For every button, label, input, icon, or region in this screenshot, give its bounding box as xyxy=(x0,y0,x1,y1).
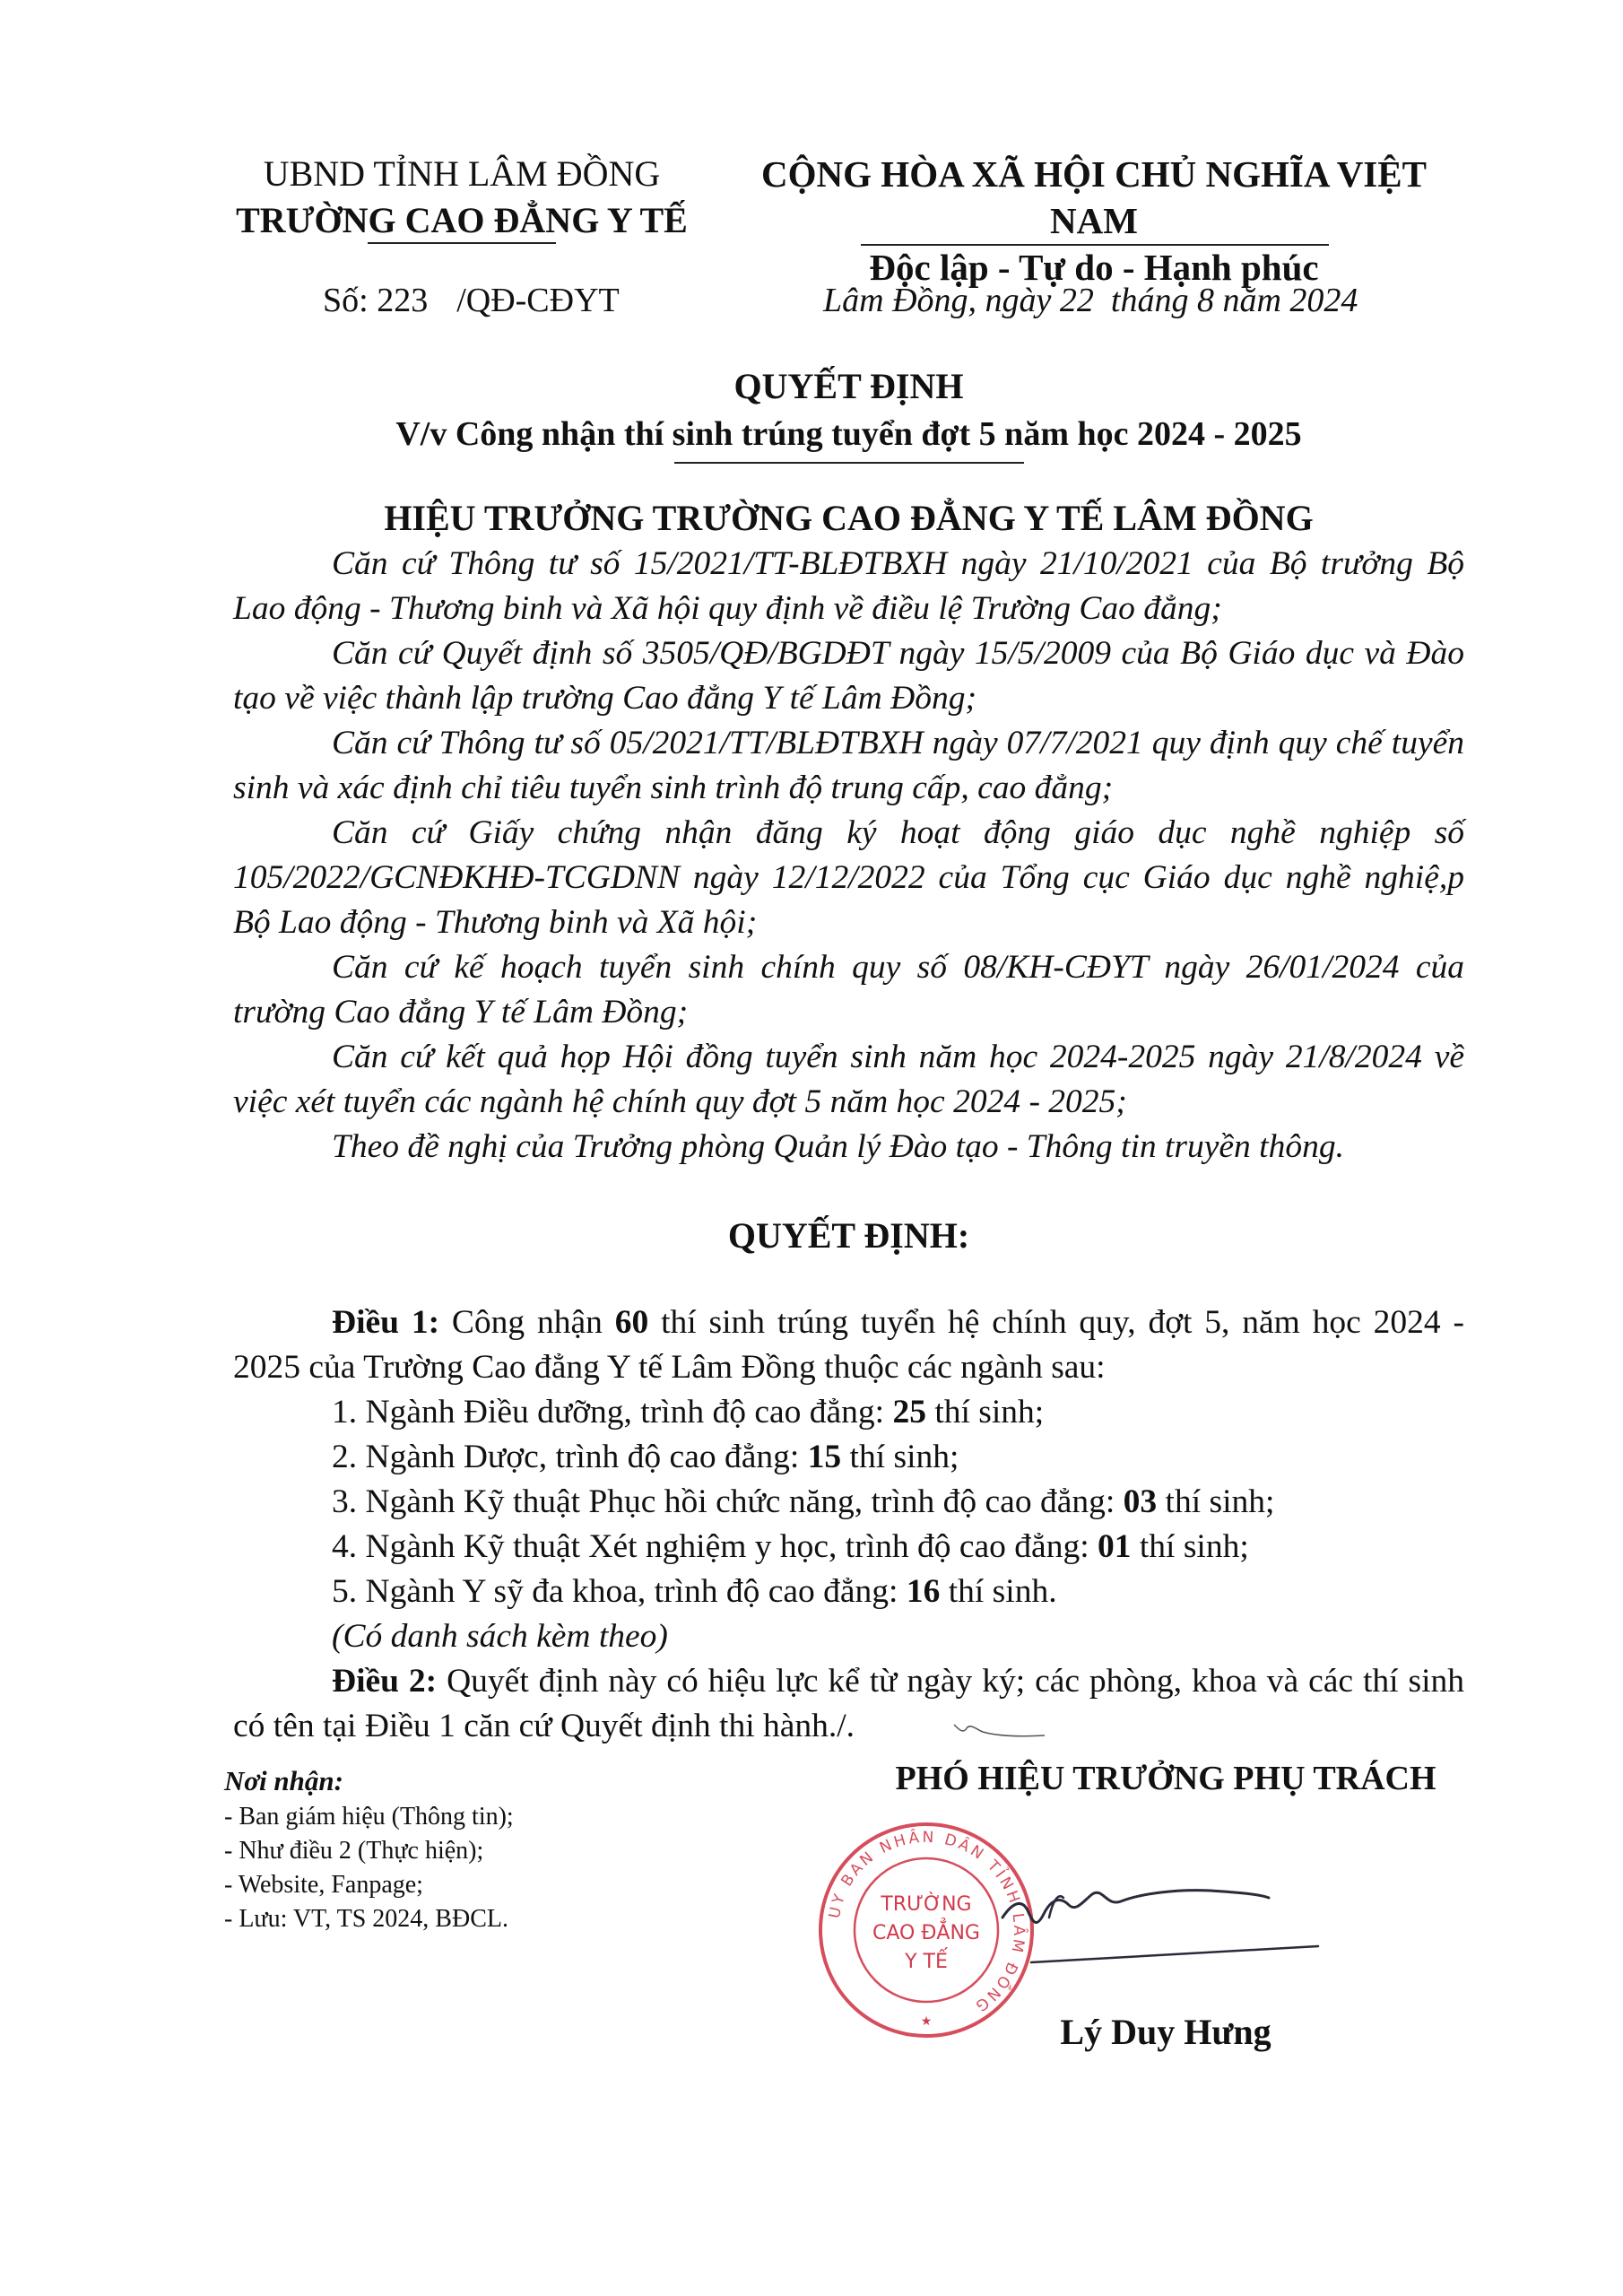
recipient-item: - Website, Fanpage; xyxy=(224,1871,423,1899)
major-item: 5. Ngành Y sỹ đa khoa, trình độ cao đẳng: 16 thí sinh. xyxy=(332,1573,1057,1610)
basis-paragraph: Căn cứ Thông tư số 05/2021/TT/BLĐTBXH ngày 07/7/2021 quy định quy chế tuyển sinh và xác định chỉ tiêu tuyển sinh trình độ trung cấp, cao đẳng; xyxy=(233,725,1464,806)
major-item: 2. Ngành Dược, trình độ cao đẳng: 15 thí sinh; xyxy=(332,1439,959,1475)
issuer-underline xyxy=(368,242,556,244)
svg-text:TRƯỜNG: TRƯỜNG xyxy=(881,1893,972,1916)
authority-heading: HIỆU TRƯỞNG TRƯỜNG CAO ĐẲNG Y TẾ LÂM ĐỒNG xyxy=(384,498,1314,538)
signer-name: Lý Duy Hưng xyxy=(1060,2012,1271,2052)
basis-paragraph: Theo đề nghị của Trưởng phòng Quản lý Đào tạo - Thông tin truyền thông. xyxy=(332,1128,1344,1165)
article-1: Điều 1: Công nhận 60 thí sinh trúng tuyển hệ chính quy, đợt 5, năm học 2024 - 2025 của Trường Cao đẳng Y tế Lâm Đồng thuộc các ngành sau: xyxy=(233,1304,1464,1386)
initial-mark xyxy=(950,1718,1049,1744)
national-header xyxy=(717,151,1471,291)
recipient-item: - Như điều 2 (Thực hiện); xyxy=(224,1837,484,1865)
signer-position: PHÓ HIỆU TRƯỞNG PHỤ TRÁCH xyxy=(895,1760,1436,1797)
national-title: CỘNG HÒA XÃ HỘI CHỦ NGHĨA VIỆT NAM xyxy=(761,153,1427,241)
basis-paragraph: Căn cứ Thông tư số 15/2021/TT-BLĐTBXH ngày 21/10/2021 của Bộ trưởng Bộ Lao động - Thương binh và Xã hội quy định về điều lệ Trường Cao đẳng; xyxy=(233,545,1464,627)
svg-text:★: ★ xyxy=(920,2014,933,2029)
svg-text:CAO ĐẲNG: CAO ĐẲNG xyxy=(872,1922,980,1944)
issuer-block xyxy=(224,151,699,244)
basis-paragraph: Căn cứ kết quả họp Hội đồng tuyển sinh năm học 2024-2025 ngày 21/8/2024 về việc xét tuyển các ngành hệ chính quy đợt 5 năm học 2024 - 2025; xyxy=(233,1039,1464,1120)
basis-paragraph: Căn cứ Giấy chứng nhận đăng ký hoạt động giáo dục nghề nghiệp số 105/2022/GCNĐKHĐ-TCGDNN ngày 12/12/2022 của Tổng cục Giáo dục nghề nghiệ,p Bộ Lao động - Thương binh và Xã hội; xyxy=(233,814,1464,941)
doc-number-suffix: /QĐ-CĐYT xyxy=(456,282,620,319)
recipient-item: - Ban giám hiệu (Thông tin); xyxy=(224,1803,514,1831)
svg-text:Y TẾ: Y TẾ xyxy=(905,1951,948,1973)
basis-paragraph: Căn cứ Quyết định số 3505/QĐ/BGDĐT ngày 15/5/2009 của Bộ Giáo dục và Đào tạo về việc thành lập trường Cao đẳng Y tế Lâm Đồng; xyxy=(233,635,1464,717)
recipient-item: - Lưu: VT, TS 2024, BĐCL. xyxy=(224,1905,508,1933)
major-item: 1. Ngành Điều dưỡng, trình độ cao đẳng: 25 thí sinh; xyxy=(332,1394,1045,1431)
doc-subject: V/v Công nhận thí sinh trúng tuyển đợt 5 năm học 2024 - 2025 xyxy=(395,415,1302,453)
handwritten-signature xyxy=(995,1874,1336,1973)
doc-number-prefix: Số: 223 xyxy=(323,282,429,319)
attachment-note: (Có danh sách kèm theo) xyxy=(332,1618,668,1655)
motto-underline xyxy=(861,244,1329,246)
svg-text:UY BAN NHÂN DÂN TỈNH LÂM ĐỒNG: UY BAN NHÂN DÂN TỈNH LÂM ĐỒNG xyxy=(825,1828,1028,2016)
major-item: 3. Ngành Kỹ thuật Phục hồi chức năng, trình độ cao đẳng: 03 thí sinh; xyxy=(332,1483,1275,1520)
national-motto: Độc lập - Tự do - Hạnh phúc xyxy=(869,247,1319,288)
issuer-school: TRƯỜNG CAO ĐẲNG Y TẾ xyxy=(236,200,688,240)
recipients-title: Nơi nhận: xyxy=(224,1765,343,1796)
subject-underline xyxy=(674,462,1024,464)
article-2: Điều 2: Quyết định này có hiệu lực kể từ ngày ký; các phòng, khoa và các thí sinh có tên tại Điều 1 căn cứ Quyết định thi hành./. xyxy=(233,1663,1464,1744)
doc-number xyxy=(323,278,620,323)
doc-title: QUYẾT ĐỊNH xyxy=(733,366,964,406)
decision-heading: QUYẾT ĐỊNH: xyxy=(727,1215,970,1256)
place-date: Lâm Đồng, ngày 22 tháng 8 năm 2024 xyxy=(823,282,1358,319)
basis-paragraph: Căn cứ kế hoạch tuyển sinh chính quy số 08/KH-CĐYT ngày 26/01/2024 của trường Cao đẳng Y tế Lâm Đồng; xyxy=(233,949,1464,1031)
recipients-block xyxy=(224,1762,514,1936)
issuer-authority: UBND TỈNH LÂM ĐỒNG xyxy=(263,153,661,194)
major-item: 4. Ngành Kỹ thuật Xét nghiệm y học, trình độ cao đẳng: 01 thí sinh; xyxy=(332,1528,1249,1565)
